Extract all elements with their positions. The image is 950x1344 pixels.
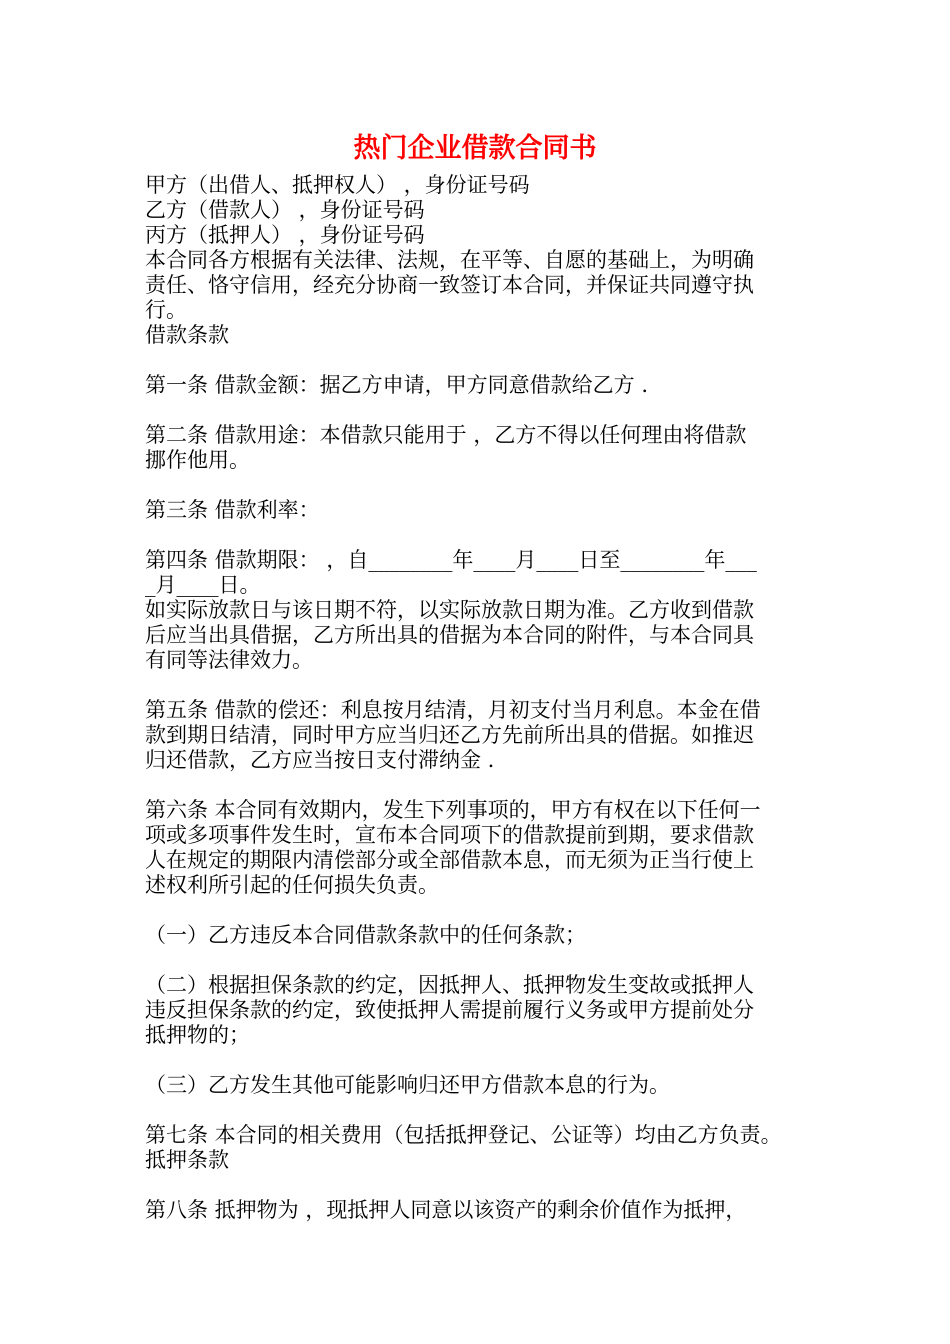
text-line: 抵押物的；: [145, 1023, 250, 1047]
blank-line: [145, 523, 810, 548]
text-line: 甲方（出借人、抵押权人） ，身份证号码: [145, 173, 530, 197]
text-line: 丙方（抵押人） ，身份证号码: [145, 223, 425, 247]
text-line: 归还借款，乙方应当按日支付滞纳金 .: [145, 748, 495, 772]
text-line: 挪作他用。: [145, 448, 250, 472]
text-line: 第八条 抵押物为 ，现抵押人同意以该资产的剩余价值作为抵押，: [145, 1198, 747, 1222]
text-line: 第七条 本合同的相关费用（包括抵押登记、公证等）均由乙方负责。: [145, 1123, 782, 1147]
blank-line: [145, 673, 810, 698]
text-line: （二）根据担保条款的约定，因抵押人、抵押物发生变故或抵押人: [145, 973, 754, 997]
text-line: _月____日。: [145, 573, 261, 597]
text-line: 责任、恪守信用，经充分协商一致签订本合同，并保证共同遵守执: [145, 273, 754, 297]
text-line: （三）乙方发生其他可能影响归还甲方借款本息的行为。: [145, 1073, 670, 1097]
blank-line: [145, 1048, 810, 1073]
text-line: 后应当出具借据，乙方所出具的借据为本合同的附件，与本合同具: [145, 623, 754, 647]
document-title: 热门企业借款合同书: [353, 133, 597, 164]
text-line: 述权利所引起的任何损失负责。: [145, 873, 439, 897]
text-line: 第六条 本合同有效期内，发生下列事项的，甲方有权在以下任何一: [145, 798, 761, 822]
text-line: 第三条 借款利率：: [145, 498, 320, 522]
blank-line: [145, 898, 810, 923]
text-line: 有同等法律效力。: [145, 648, 313, 672]
text-line: 第二条 借款用途：本借款只能用于 ，乙方不得以任何理由将借款: [145, 423, 747, 447]
text-line: 第四条 借款期限： ，自________年____月____日至________年___: [145, 548, 757, 572]
text-line: 项或多项事件发生时，宣布本合同项下的借款提前到期，要求借款: [145, 823, 754, 847]
blank-line: [145, 473, 810, 498]
blank-line: [145, 948, 810, 973]
text-line: 行。: [145, 298, 187, 322]
text-line: 如实际放款日与该日期不符，以实际放款日期为准。乙方收到借款: [145, 598, 754, 622]
text-line: 款到期日结清，同时甲方应当归还乙方先前所出具的借据。如推迟: [145, 723, 754, 747]
text-line: 借款条款: [145, 323, 229, 347]
text-line: 人在规定的期限内清偿部分或全部借款本息，而无须为正当行使上: [145, 848, 754, 872]
blank-line: [145, 398, 810, 423]
blank-line: [145, 773, 810, 798]
text-line: 第五条 借款的偿还：利息按月结清，月初支付当月利息。本金在借: [145, 698, 761, 722]
document-body: [145, 173, 810, 1223]
text-line: （一）乙方违反本合同借款条款中的任何条款；: [145, 923, 586, 947]
text-line: 乙方（借款人） ，身份证号码: [145, 198, 425, 222]
text-line: 抵押条款: [145, 1148, 229, 1172]
text-line: 违反担保条款的约定，致使抵押人需提前履行义务或甲方提前处分: [145, 998, 754, 1022]
blank-line: [145, 348, 810, 373]
text-line: 本合同各方根据有关法律、法规，在平等、自愿的基础上，为明确: [145, 248, 754, 272]
text-line: 第一条 借款金额：据乙方申请，甲方同意借款给乙方 .: [145, 373, 649, 397]
blank-line: [145, 1173, 810, 1198]
blank-line: [145, 1098, 810, 1123]
